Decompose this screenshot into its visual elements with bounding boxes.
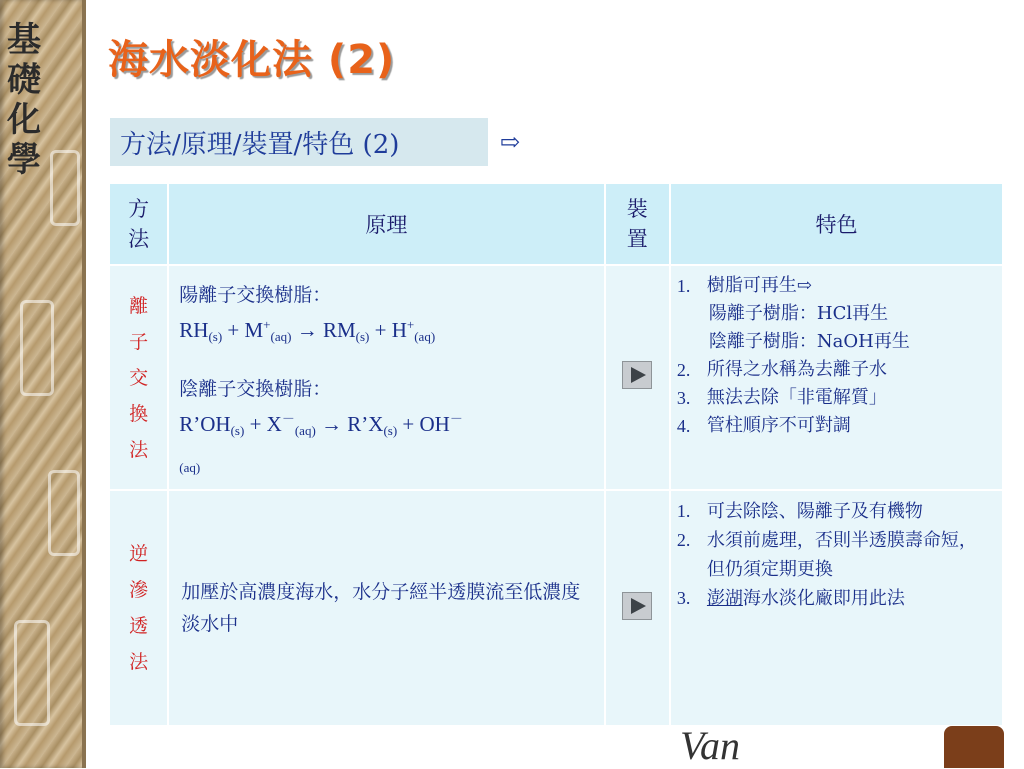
table-header-row — [109, 183, 1003, 265]
feature-item: 4. 管柱順序不可對調 — [676, 415, 851, 436]
cation-label: 陽離子交換樹脂： — [179, 284, 332, 306]
right-arrow-icon[interactable]: ⇨ — [500, 128, 521, 156]
bottle-decoration — [48, 470, 80, 556]
features-reverse-osmosis — [670, 490, 1003, 726]
side-banner — [0, 0, 86, 768]
signature-decoration: Van — [680, 723, 740, 768]
header-device: 裝 置 — [605, 183, 670, 265]
device-ion-exchange — [605, 265, 670, 490]
feature-item: 3. 澎湖海水淡化廠即用此法 — [676, 588, 905, 609]
header-principle: 原理 — [168, 183, 604, 265]
principle-ion-exchange — [168, 265, 604, 490]
cation-equation: $RH_{(s)} + M^+_{(aq)} \to RM_{(s)} + H^+_{(aq)}$ — [179, 317, 436, 344]
bottle-decoration — [944, 726, 1004, 768]
bottle-decoration — [14, 620, 50, 726]
feature-item: 陰離子樹脂：NaOH再生 — [708, 331, 910, 352]
play-video-button[interactable] — [622, 592, 652, 620]
device-reverse-osmosis — [605, 490, 670, 726]
feature-item: 2. 所得之水稱為去離子水 — [676, 359, 887, 380]
method-reverse-osmosis: 逆 滲 透 法 — [109, 490, 168, 726]
feature-item: 3. 無法去除「非電解質」 — [676, 387, 887, 408]
anion-equation: $R’OH_{(s)} + X^-_{(aq)}$ → $R’X_{(s)} + OH^-$ $_{(aq)}$ — [179, 411, 463, 475]
method-ion-exchange: 離 子 交 換 法 — [109, 265, 168, 490]
anion-label: 陰離子交換樹脂： — [179, 378, 332, 400]
bottle-decoration — [50, 150, 80, 226]
table-row — [109, 490, 1003, 726]
method-table — [108, 182, 1004, 727]
subtitle-box — [110, 118, 488, 166]
header-method: 方 法 — [109, 183, 168, 265]
subtitle-text: 方法/原理/裝置/特色 (2) — [120, 129, 400, 160]
principle-reverse-osmosis: 加壓於高濃度海水，水分子經半透膜流至低濃度淡水中 — [168, 490, 604, 726]
feature-item: 1. 可去除陰、陽離子及有機物 — [676, 501, 923, 522]
slide-title: 海水淡化法 (2) — [108, 37, 396, 83]
features-ion-exchange — [670, 265, 1003, 490]
feature-item: 陽離子樹脂：HCl再生 — [708, 303, 889, 324]
play-video-button[interactable] — [622, 361, 652, 389]
table-row — [109, 265, 1003, 490]
feature-item: 2. 水須前處理，否則半透膜壽命短，但仍須定期更換 — [676, 530, 977, 580]
penghu-link[interactable]: 澎湖 — [706, 588, 743, 609]
banner-title: 基 礎 化 學 — [7, 20, 41, 180]
feature-item: 1. 樹脂可再生⇨ — [676, 275, 813, 296]
bottle-decoration — [20, 300, 54, 396]
header-feature: 特色 — [670, 183, 1003, 265]
